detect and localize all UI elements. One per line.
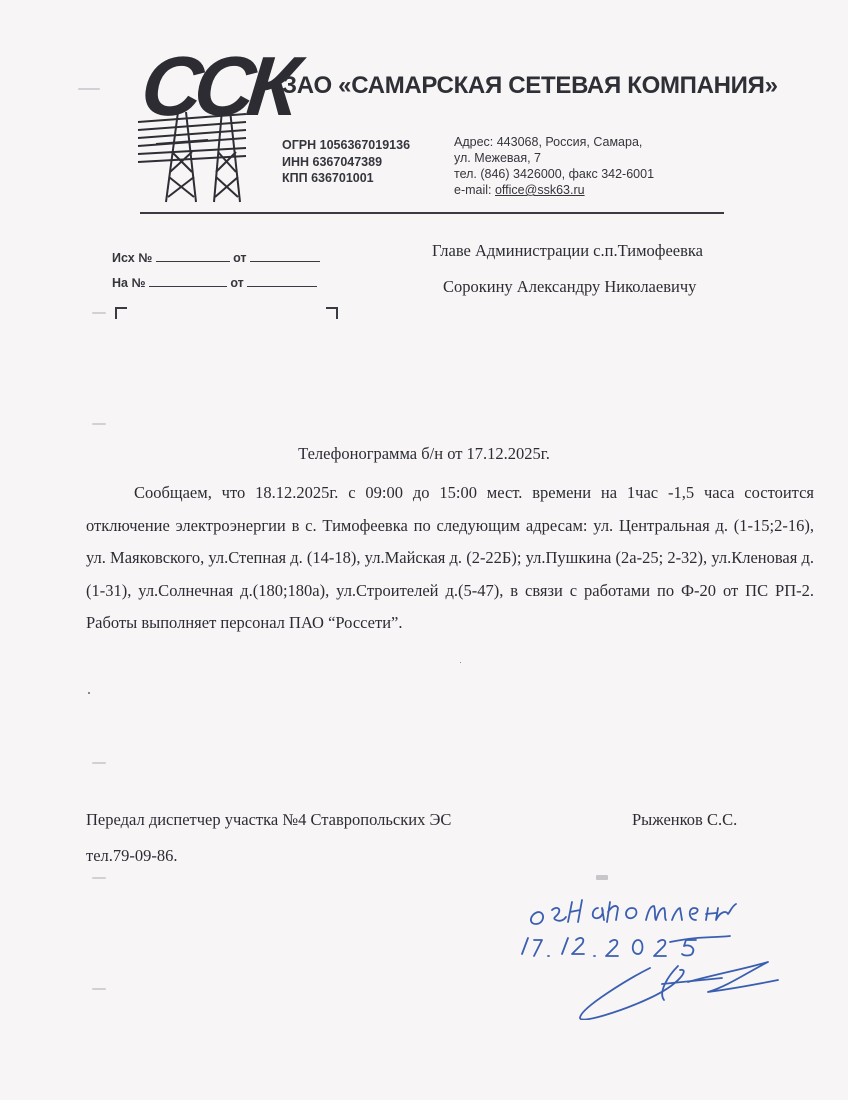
sender-line: Передал диспетчер участка №4 Ставропольских ЭС [86,810,452,829]
email-line [454,182,654,198]
address-line-1: Адрес: 443068, Россия, Самара, [454,135,643,149]
incoming-number-blank [149,275,227,287]
email-link[interactable]: office@ssk63.ru [494,183,585,197]
stray-dot [460,662,461,663]
address-line-2: ул. Межевая, 7 [454,151,542,165]
corner-mark-right [326,307,338,319]
letterhead-divider [140,212,724,214]
handwritten-acknowledgement [500,880,810,1020]
scan-speck [78,88,100,90]
addressee-line-1: Главе Администрации с.п.Тимофеевка [432,241,703,260]
signatory-name: Рыженков С.С. [632,810,738,829]
incoming-number-field [112,275,317,290]
outgoing-date-blank [250,250,320,262]
outgoing-date-label: от [233,251,247,265]
addressee-line-2: Сорокину Александру Николаевичу [443,277,697,296]
inn: ИНН 6367047389 [282,154,383,169]
outgoing-number-field [112,250,320,265]
corner-mark-left [115,307,127,319]
scan-speck [92,312,106,314]
incoming-date-blank [247,275,317,287]
phone-fax: тел. (846) 3426000, факс 342-6001 [454,167,655,181]
sender-phone: тел.79-09-86. [86,846,178,865]
logo-lettering: ССК [137,39,296,133]
stray-dot [88,692,90,694]
email-label: e-mail: [454,183,495,197]
outgoing-number-blank [156,250,230,262]
scan-speck [92,877,106,879]
incoming-label: На № [112,276,146,290]
outgoing-label: Исх № [112,251,153,265]
body-paragraph: Сообщаем, что 18.12.2025г. с 09:00 до 15:00 мест. времени на 1час -1,5 часа состоится отключение электроэнергии в с. Тимофеевка по следующим адресам: ул. Центральная д. (1-15;2-16), ул. Маяковского, ул.Степная д. (14-18), ул.Майская д. (2-22Б); ул.Пушкина (2а-25; 2-32), ул.Кленовая д.(1-31), ул.Солнечная д.(180;180а), ул.Строителей д.(5-47), в связи с работами по Ф-20 от ПС РП-2. Работы выполняет персонал ПАО “Россети”. [86,483,814,633]
incoming-date-label: от [230,276,244,290]
address-block [454,134,654,198]
ogrn: ОГРН 1056367019136 [282,138,411,152]
registration-block [282,137,410,187]
kpp: КПП 636701001 [282,171,374,185]
scan-speck [92,423,106,425]
scan-speck [92,762,106,764]
company-name: ЗАО «САМАРСКАЯ СЕТЕВАЯ КОМПАНИЯ» [282,72,778,99]
document-body [86,477,814,640]
document-title: Телефонограмма б/н от 17.12.2025г. [298,444,550,463]
scan-speck [92,988,106,990]
